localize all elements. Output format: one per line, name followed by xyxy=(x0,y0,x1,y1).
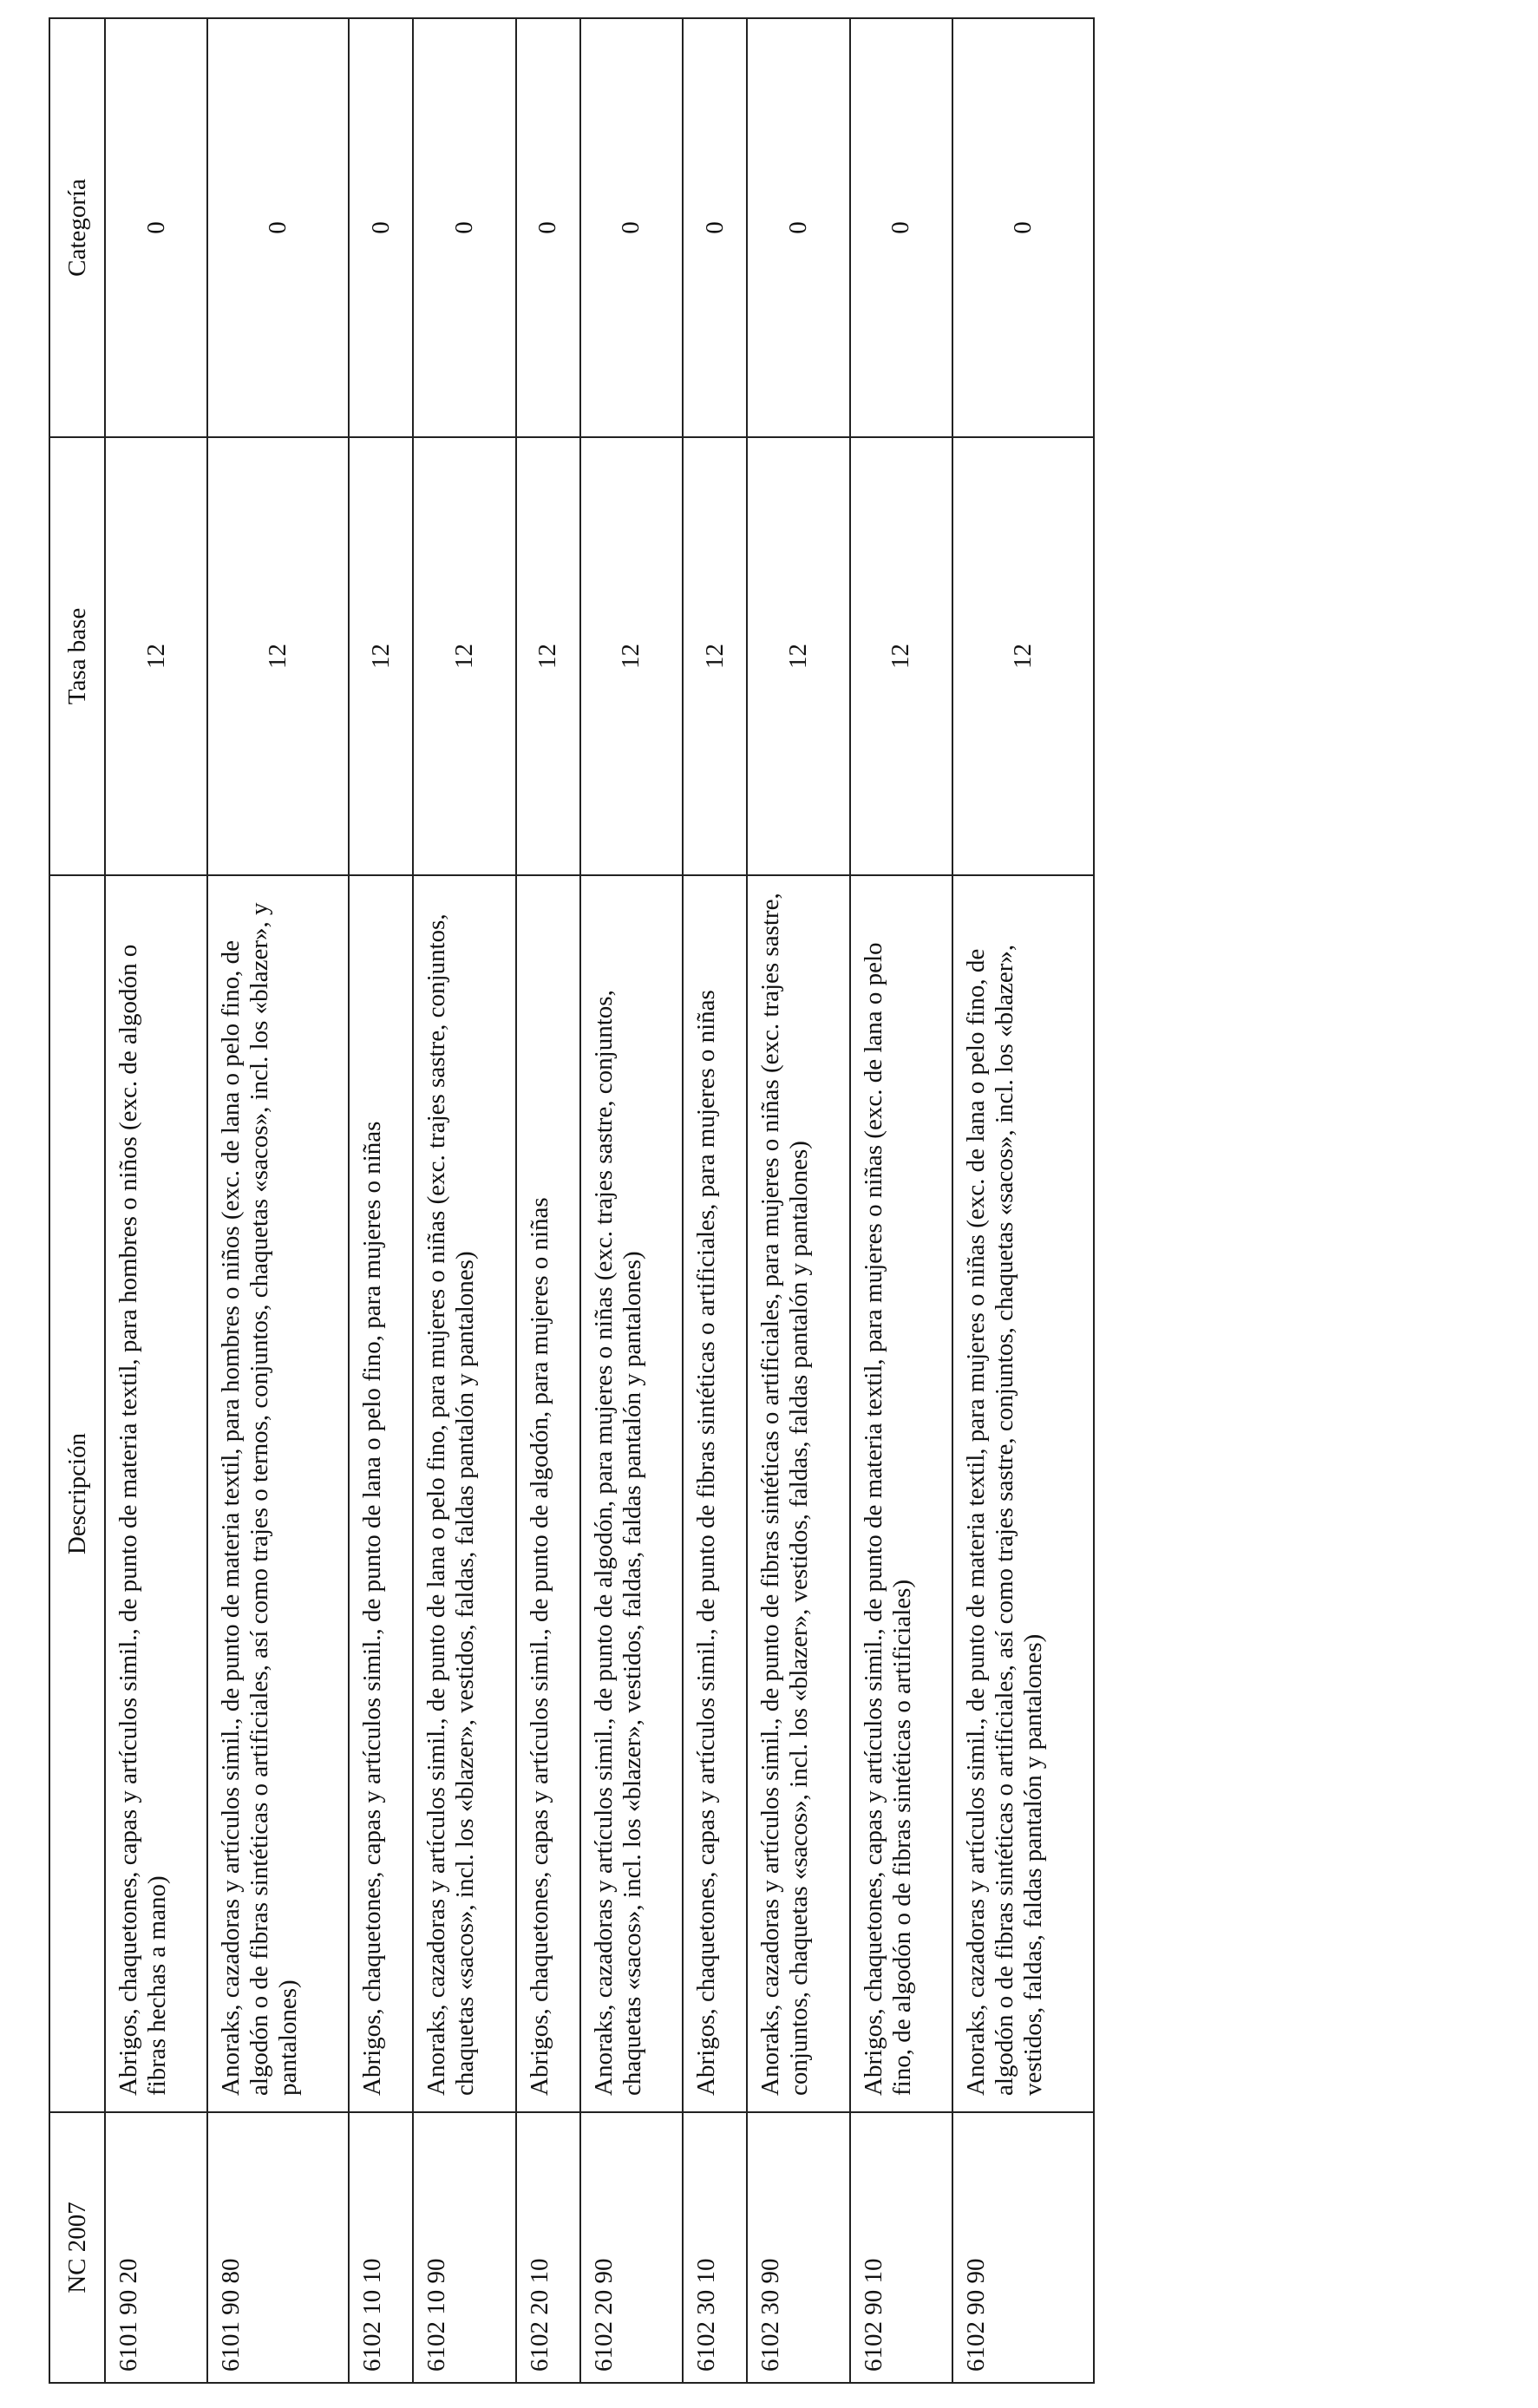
row-description: Abrigos, chaquetones, capas y artículos simil., de punto de materia textil, para mujeres o niñas (exc. de lana o pelo fino, de algodón o de fibras sintéticas o artificiales) xyxy=(850,875,952,2112)
header-code: NC 2007 xyxy=(49,2112,105,2383)
table-row xyxy=(413,18,515,2383)
row-rate: 12 xyxy=(683,437,747,875)
row-code: 6102 30 90 xyxy=(747,2112,849,2383)
row-code: 6102 10 90 xyxy=(413,2112,515,2383)
row-description: Abrigos, chaquetones, capas y artículos simil., de punto de lana o pelo fino, para mujeres o niñas xyxy=(349,875,413,2112)
table-row xyxy=(349,18,413,2383)
header-description: Descripción xyxy=(49,875,105,2112)
header-rate: Tasa base xyxy=(49,437,105,875)
row-code: 6102 30 10 xyxy=(683,2112,747,2383)
row-description: Anoraks, cazadoras y artículos simil., de punto de fibras sintéticas o artificiales, para mujeres o niñas (exc. trajes sastre, conjuntos, chaquetas «sacos», incl. los «blazer», vestidos, faldas, faldas pantalón y pantalones) xyxy=(747,875,849,2112)
row-category: 0 xyxy=(516,18,580,437)
row-code: 6102 20 90 xyxy=(580,2112,683,2383)
row-category: 0 xyxy=(349,18,413,437)
row-code: 6102 10 10 xyxy=(349,2112,413,2383)
row-rate: 12 xyxy=(207,437,349,875)
row-category: 0 xyxy=(105,18,207,437)
row-description: Abrigos, chaquetones, capas y artículos simil., de punto de algodón, para mujeres o niñas xyxy=(516,875,580,2112)
row-category: 0 xyxy=(747,18,849,437)
table-row xyxy=(516,18,580,2383)
row-rate: 12 xyxy=(413,437,515,875)
row-rate: 12 xyxy=(516,437,580,875)
header-row xyxy=(49,18,105,2383)
rotated-table-container xyxy=(49,19,1095,2384)
row-category: 0 xyxy=(207,18,349,437)
row-description: Abrigos, chaquetones, capas y artículos simil., de punto de fibras sintéticas o artificiales, para mujeres o niñas xyxy=(683,875,747,2112)
row-description: Anoraks, cazadoras y artículos simil., de punto de lana o pelo fino, para mujeres o niñas (exc. trajes sastre, conjuntos, chaquetas «sacos», incl. los «blazer», vestidos, faldas, faldas pantalón y pantalones) xyxy=(413,875,515,2112)
row-description: Anoraks, cazadoras y artículos simil., de punto de materia textil, para hombres o niños (exc. de lana o pelo fino, de algodón o de fibras sintéticas o artificiales, así como trajes o ternos, conjuntos, chaquetas «sacos», incl. los «blazer», y pantalones) xyxy=(207,875,349,2112)
row-rate: 12 xyxy=(105,437,207,875)
row-code: 6102 20 10 xyxy=(516,2112,580,2383)
table-row xyxy=(683,18,747,2383)
row-description: Anoraks, cazadoras y artículos simil., de punto de algodón, para mujeres o niñas (exc. trajes sastre, conjuntos, chaquetas «sacos», incl. los «blazer», vestidos, faldas, faldas pantalón y pantalones) xyxy=(580,875,683,2112)
row-category: 0 xyxy=(952,18,1094,437)
row-category: 0 xyxy=(683,18,747,437)
row-category: 0 xyxy=(850,18,952,437)
table-row xyxy=(580,18,683,2383)
row-code: 6101 90 20 xyxy=(105,2112,207,2383)
table-row xyxy=(850,18,952,2383)
row-description: Abrigos, chaquetones, capas y artículos simil., de punto de materia textil, para hombres o niños (exc. de algodón o fibras hechas a mano) xyxy=(105,875,207,2112)
table-row xyxy=(105,18,207,2383)
row-description: Anoraks, cazadoras y artículos simil., de punto de materia textil, para mujeres o niñas (exc. de lana o pelo fino, de algodón o de fibras sintéticas o artificiales, así como trajes sastre, conjuntos, chaquetas «sacos», incl. los «blazer», vestidos, faldas, faldas pantalón y pantalones) xyxy=(952,875,1094,2112)
tariff-table xyxy=(49,17,1095,2384)
row-rate: 12 xyxy=(850,437,952,875)
row-rate: 12 xyxy=(349,437,413,875)
row-category: 0 xyxy=(413,18,515,437)
row-rate: 12 xyxy=(580,437,683,875)
table-row xyxy=(207,18,349,2383)
row-rate: 12 xyxy=(747,437,849,875)
table-row xyxy=(952,18,1094,2383)
table-row xyxy=(747,18,849,2383)
row-code: 6102 90 10 xyxy=(850,2112,952,2383)
row-category: 0 xyxy=(580,18,683,437)
row-code: 6102 90 90 xyxy=(952,2112,1094,2383)
row-code: 6101 90 80 xyxy=(207,2112,349,2383)
header-category: Categoría xyxy=(49,18,105,437)
row-rate: 12 xyxy=(952,437,1094,875)
